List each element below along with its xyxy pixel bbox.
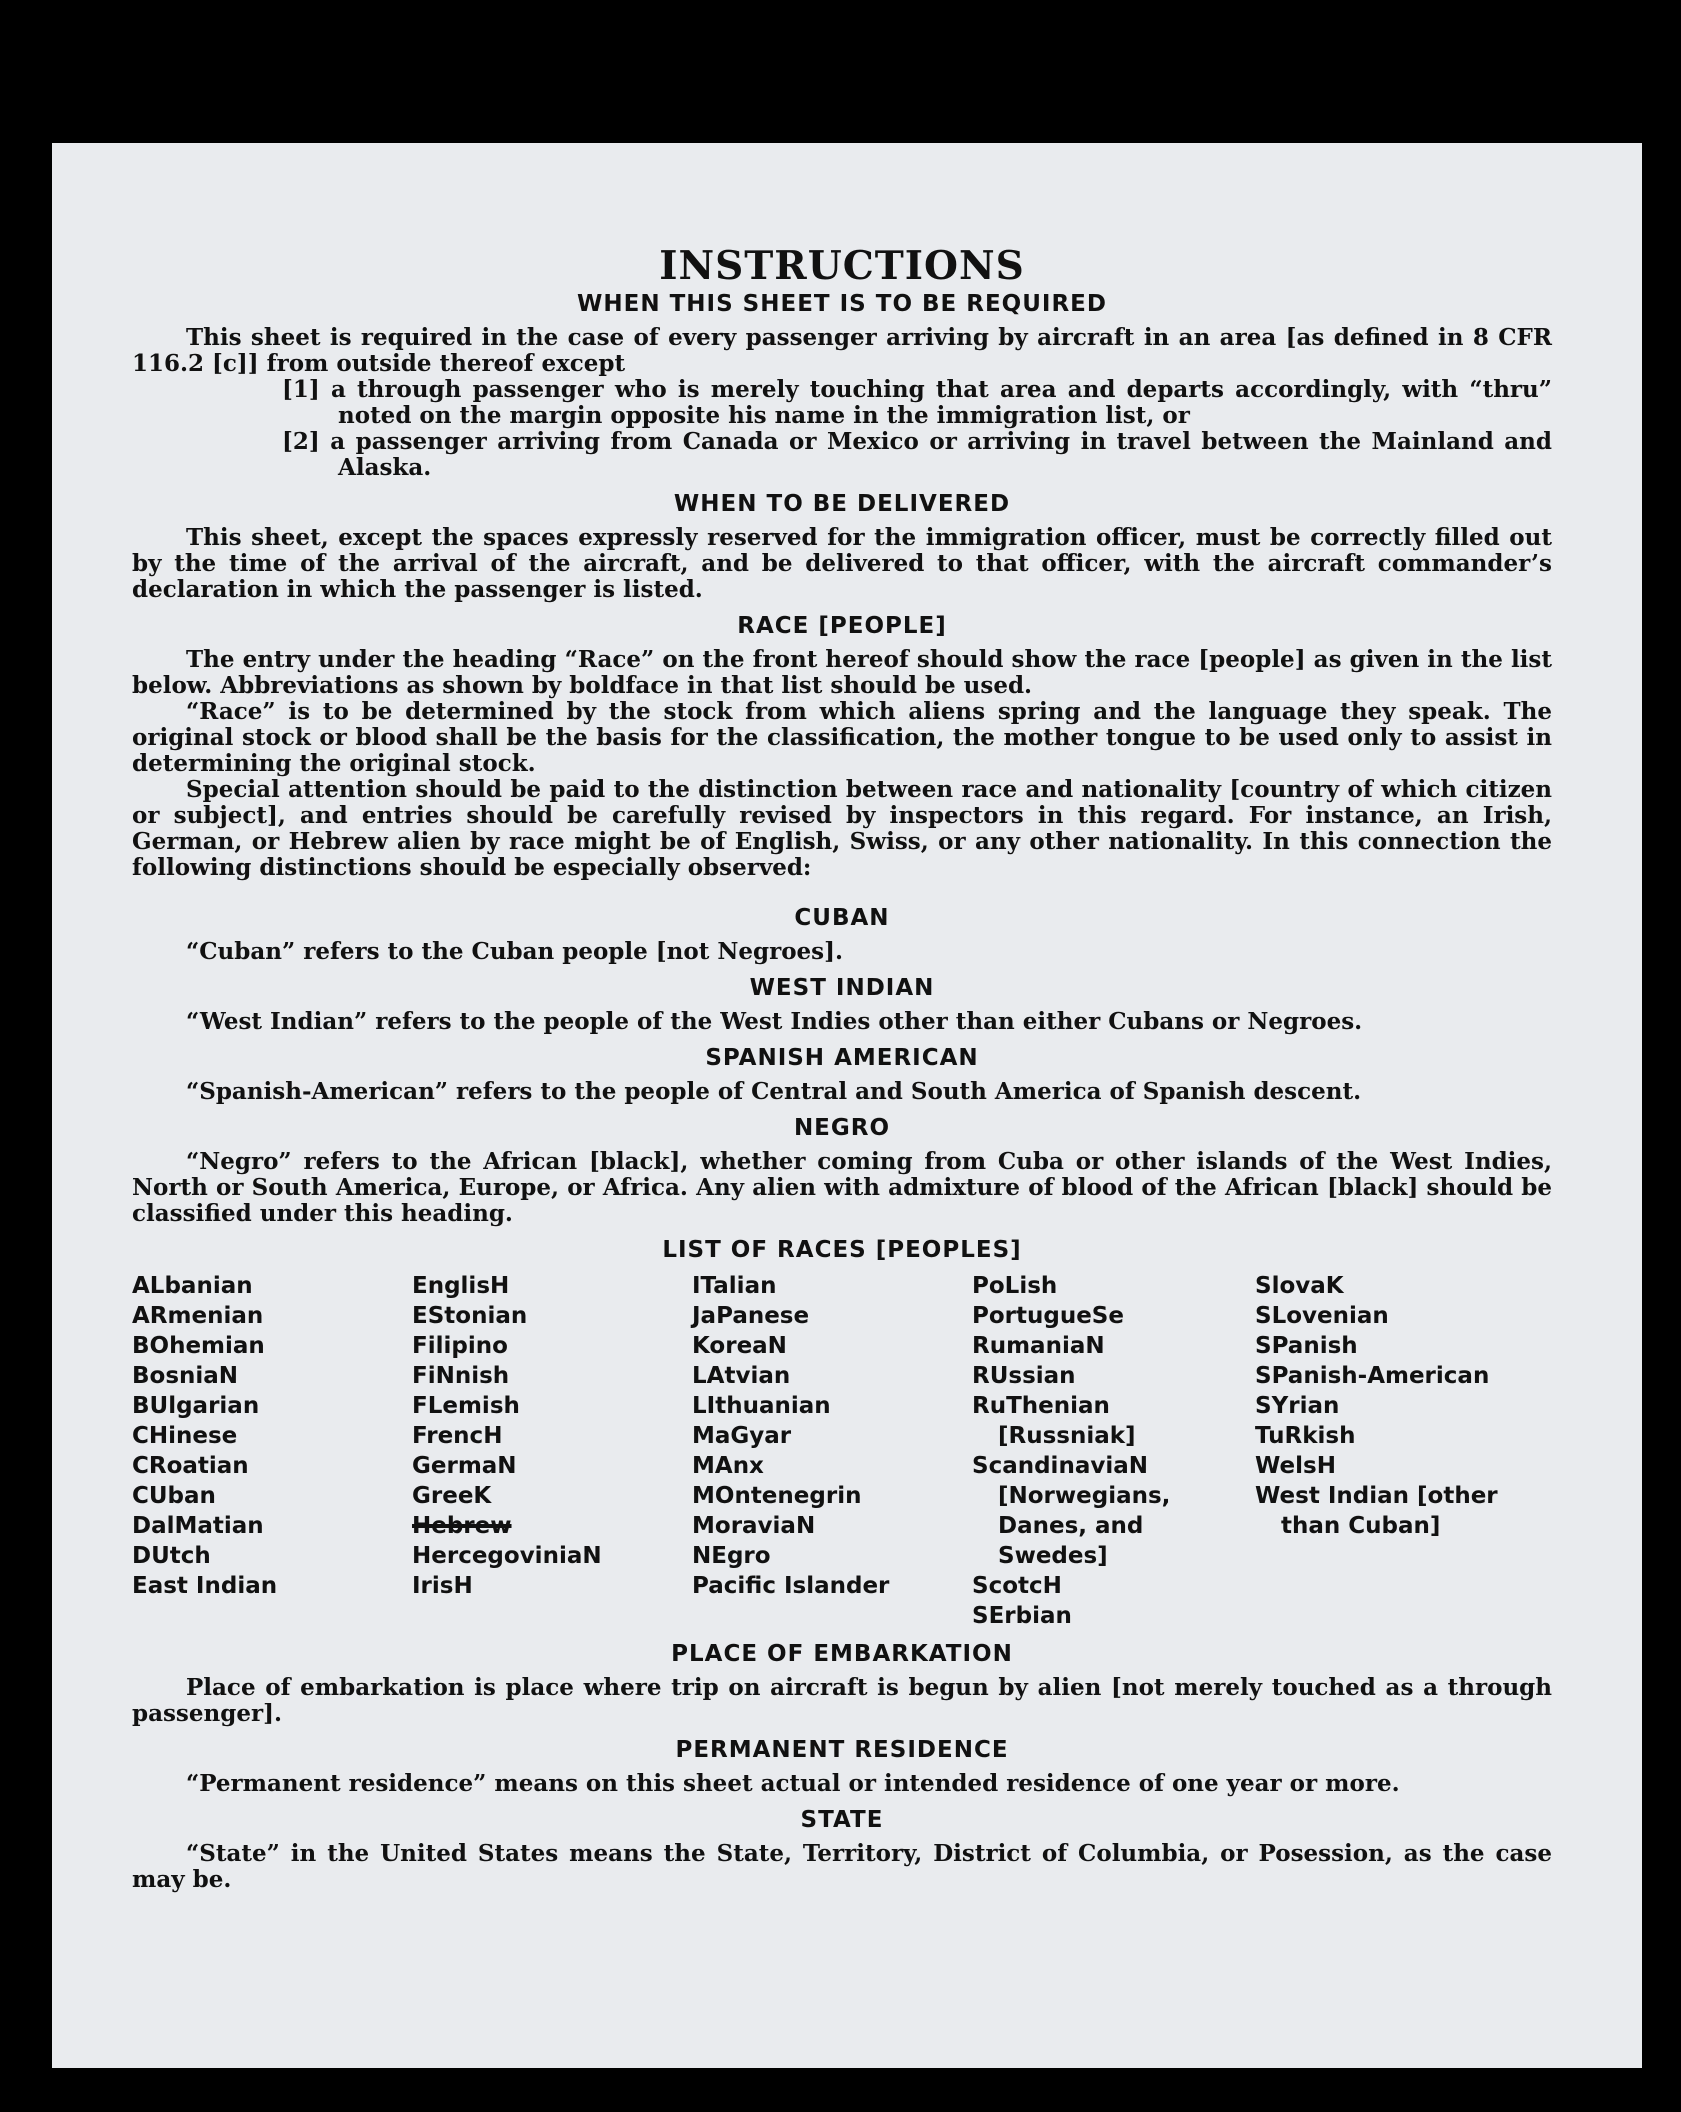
race-entry: FiNnish xyxy=(412,1363,510,1389)
heading-cuban: CUBAN xyxy=(794,905,890,931)
race-entry: SLovenian xyxy=(1255,1303,1389,1329)
heading-list-of-races: LIST OF RACES [PEOPLES] xyxy=(662,1237,1022,1263)
race-paragraph-2: “Race” is to be determined by the stock from which aliens spring and the language they speak. The original stock or blood shall be the basis for the classification, the mother tongue to be used only to assist in determining the original stock. xyxy=(132,698,1552,777)
race-entry: IrisH xyxy=(412,1573,473,1599)
race-entry: BUlgarian xyxy=(132,1393,260,1419)
heading-race: RACE [PEOPLE] xyxy=(737,613,947,639)
race-entry: Filipino xyxy=(412,1333,508,1359)
race-entry: FrencH xyxy=(412,1423,503,1449)
race-entry: East Indian xyxy=(132,1573,278,1599)
heading-when-delivered: WHEN TO BE DELIVERED xyxy=(673,491,1011,517)
race-entry: BOhemian xyxy=(132,1333,265,1359)
race-entry: Pacific Islander xyxy=(692,1573,890,1599)
races-list xyxy=(132,1271,1552,1631)
when-delivered-text: This sheet, except the spaces expressly reserved for the immigration officer, must be correctly filled out by the time of the arrival of the aircraft, and be delivered to that officer, with the aircraft commander’s declaration in which the passenger is listed. xyxy=(132,524,1552,603)
race-entry: WelsH xyxy=(1255,1453,1336,1479)
race-entry-struck-out: Hebrew xyxy=(412,1513,512,1539)
west-indian-text: “West Indian” refers to the people of the West Indies other than either Cubans or Negroes. xyxy=(186,1008,1363,1035)
race-entry: PoLish xyxy=(972,1273,1058,1299)
race-entry: SlovaK xyxy=(1255,1273,1344,1299)
race-entry: EnglisH xyxy=(412,1273,510,1299)
race-entry: SYrian xyxy=(1255,1393,1340,1419)
race-entry: KoreaN xyxy=(692,1333,787,1359)
race-entry: West Indian [other than Cuban] xyxy=(1255,1483,1498,1539)
race-entry: FLemish xyxy=(412,1393,520,1419)
races-column-4 xyxy=(972,1271,1255,1631)
race-entry: DUtch xyxy=(132,1543,211,1569)
spanish-american-text: “Spanish-American” refers to the people of Central and South America of Spanish descent. xyxy=(186,1078,1362,1105)
race-entry: CUban xyxy=(132,1483,216,1509)
race-entry: JaPanese xyxy=(692,1303,810,1329)
exception-item-1: [1] a through passenger who is merely touching that area and departs accordingly, with “thru” noted on the margin opposite his name in the immigration list, or xyxy=(282,376,1552,429)
permanent-residence-text: “Permanent residence” means on this sheet actual or intended residence of one year or more. xyxy=(186,1770,1400,1797)
race-entry: ScotcH xyxy=(972,1573,1062,1599)
race-entry: SPanish-American xyxy=(1255,1363,1490,1389)
race-entry: GreeK xyxy=(412,1483,492,1509)
race-entry: MAnx xyxy=(692,1453,764,1479)
race-entry: DalMatian xyxy=(132,1513,264,1539)
race-entry: PortugueSe xyxy=(972,1303,1124,1329)
race-paragraph-3: Special attention should be paid to the distinction between race and nationality [country of which citizen or subject], and entries should be carefully revised by inspectors in this regard. For instance, an Irish, German, or Hebrew alien by race might be of English, Swiss, or any other nationality. In this connection the following distinctions should be especially observed: xyxy=(132,776,1552,881)
race-entry: CRoatian xyxy=(132,1453,249,1479)
heading-west-indian: WEST INDIAN xyxy=(749,975,935,1001)
heading-negro: NEGRO xyxy=(793,1115,891,1141)
exception-item-2: [2] a passenger arriving from Canada or Mexico or arriving in travel between the Mainland and Alaska. xyxy=(282,428,1552,481)
race-entry: TuRkish xyxy=(1255,1423,1356,1449)
race-entry: LIthuanian xyxy=(692,1393,831,1419)
race-entry: EStonian xyxy=(412,1303,528,1329)
race-entry: MOntenegrin xyxy=(692,1483,862,1509)
race-entry: ARmenian xyxy=(132,1303,264,1329)
races-column-5 xyxy=(1255,1271,1535,1631)
place-of-embarkation-text: Place of embarkation is place where trip on aircraft is begun by alien [not merely touched as a through passenger]. xyxy=(132,1674,1552,1727)
heading-place-of-embarkation: PLACE OF EMBARKATION xyxy=(671,1641,1013,1667)
when-required-intro: This sheet is required in the case of every passenger arriving by aircraft in an area [as defined in 8 CFR 116.2 [c]] from outside thereof except xyxy=(132,324,1552,377)
races-column-2 xyxy=(412,1271,692,1631)
negro-text: “Negro” refers to the African [black], whether coming from Cuba or other islands of the West Indies, North or South America, Europe, or Africa. Any alien with admixture of blood of the African [black] should be classified under this heading. xyxy=(132,1148,1552,1227)
heading-state: STATE xyxy=(800,1807,884,1833)
race-entry: MoraviaN xyxy=(692,1513,816,1539)
cuban-text: “Cuban” refers to the Cuban people [not Negroes]. xyxy=(186,938,844,965)
race-entry: RuThenian [Russniak] xyxy=(972,1393,1136,1449)
race-entry: BosniaN xyxy=(132,1363,239,1389)
race-entry: ITalian xyxy=(692,1273,777,1299)
race-entry: RUssian xyxy=(972,1363,1076,1389)
race-entry: CHinese xyxy=(132,1423,238,1449)
race-paragraph-1: The entry under the heading “Race” on the front hereof should show the race [people] as given in the list below. Abbreviations as shown by boldface in that list should be used. xyxy=(132,646,1552,699)
heading-permanent-residence: PERMANENT RESIDENCE xyxy=(675,1737,1009,1763)
race-entry: ALbanian xyxy=(132,1273,253,1299)
heading-spanish-american: SPANISH AMERICAN xyxy=(705,1045,979,1071)
heading-when-required: WHEN THIS SHEET IS TO BE REQUIRED xyxy=(577,291,1107,317)
race-entry: MaGyar xyxy=(692,1423,792,1449)
race-entry: NEgro xyxy=(692,1543,771,1569)
state-text: “State” in the United States means the State, Territory, District of Columbia, or Posession, as the case may be. xyxy=(132,1840,1552,1893)
page-title: INSTRUCTIONS xyxy=(659,243,1025,289)
race-entry: ScandinaviaN [Norwegians, Danes, and Swedes] xyxy=(972,1453,1171,1569)
races-column-1 xyxy=(132,1271,412,1631)
race-entry: SErbian xyxy=(972,1603,1072,1629)
race-entry: HercegoviniaN xyxy=(412,1543,602,1569)
instruction-sheet xyxy=(52,143,1642,2068)
races-column-3 xyxy=(692,1271,972,1631)
race-entry: LAtvian xyxy=(692,1363,791,1389)
race-entry: SPanish xyxy=(1255,1333,1358,1359)
race-entry: GermaN xyxy=(412,1453,517,1479)
race-entry: RumaniaN xyxy=(972,1333,1105,1359)
